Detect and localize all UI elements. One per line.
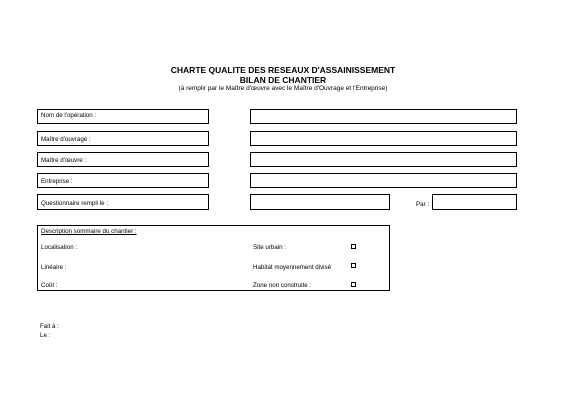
questionnaire-label: Questionnaire rempli le : — [41, 200, 109, 207]
le-label: Le : — [40, 332, 51, 339]
maitre-ouvrage-field[interactable] — [250, 131, 517, 146]
entreprise-label: Entreprise : — [41, 178, 73, 185]
maitre-oeuvre-label-box — [37, 152, 209, 167]
habitat-label: Habitat moyennement divisé — [253, 264, 332, 271]
entreprise-field[interactable] — [250, 173, 517, 188]
site-urbain-checkbox[interactable] — [351, 244, 356, 249]
maitre-ouvrage-label: Maître d'ouvrage : — [41, 136, 91, 143]
form-title: CHARTE QUALITE DES RESEAUX D'ASSAINISSEMENT — [170, 65, 396, 75]
questionnaire-label-box — [37, 194, 209, 210]
description-section — [37, 225, 390, 291]
lineaire-label: Linéaire : — [41, 264, 67, 271]
maitre-ouvrage-label-box — [37, 131, 209, 146]
description-heading: Description sommaire du chantier : — [41, 228, 137, 235]
zone-non-construite-checkbox[interactable] — [351, 282, 356, 287]
site-urbain-label: Site urbain : — [253, 244, 287, 251]
habitat-checkbox[interactable] — [351, 263, 356, 268]
maitre-oeuvre-label: Maître d'œuvre : — [41, 157, 87, 164]
operation-field[interactable] — [250, 109, 517, 124]
entreprise-label-box — [37, 173, 209, 188]
questionnaire-date-field[interactable] — [250, 194, 390, 210]
cout-label: Coût : — [41, 282, 58, 289]
fait-a-label: Fait à : — [40, 323, 59, 330]
par-label: Par : — [416, 201, 430, 208]
form-subtitle-heading: BILAN DE CHANTIER — [239, 75, 327, 85]
operation-label-box — [37, 109, 209, 124]
localisation-label: Localisation : — [41, 244, 78, 251]
par-field[interactable] — [432, 194, 517, 210]
form-instructions: (à remplir par le Maître d'œuvre avec le Maître d'Ouvrage et l'Entreprise) — [178, 85, 388, 92]
zone-non-construite-label: Zone non construite : — [253, 282, 312, 289]
maitre-oeuvre-field[interactable] — [250, 152, 517, 167]
operation-label: Nom de l'opération : — [41, 112, 97, 119]
